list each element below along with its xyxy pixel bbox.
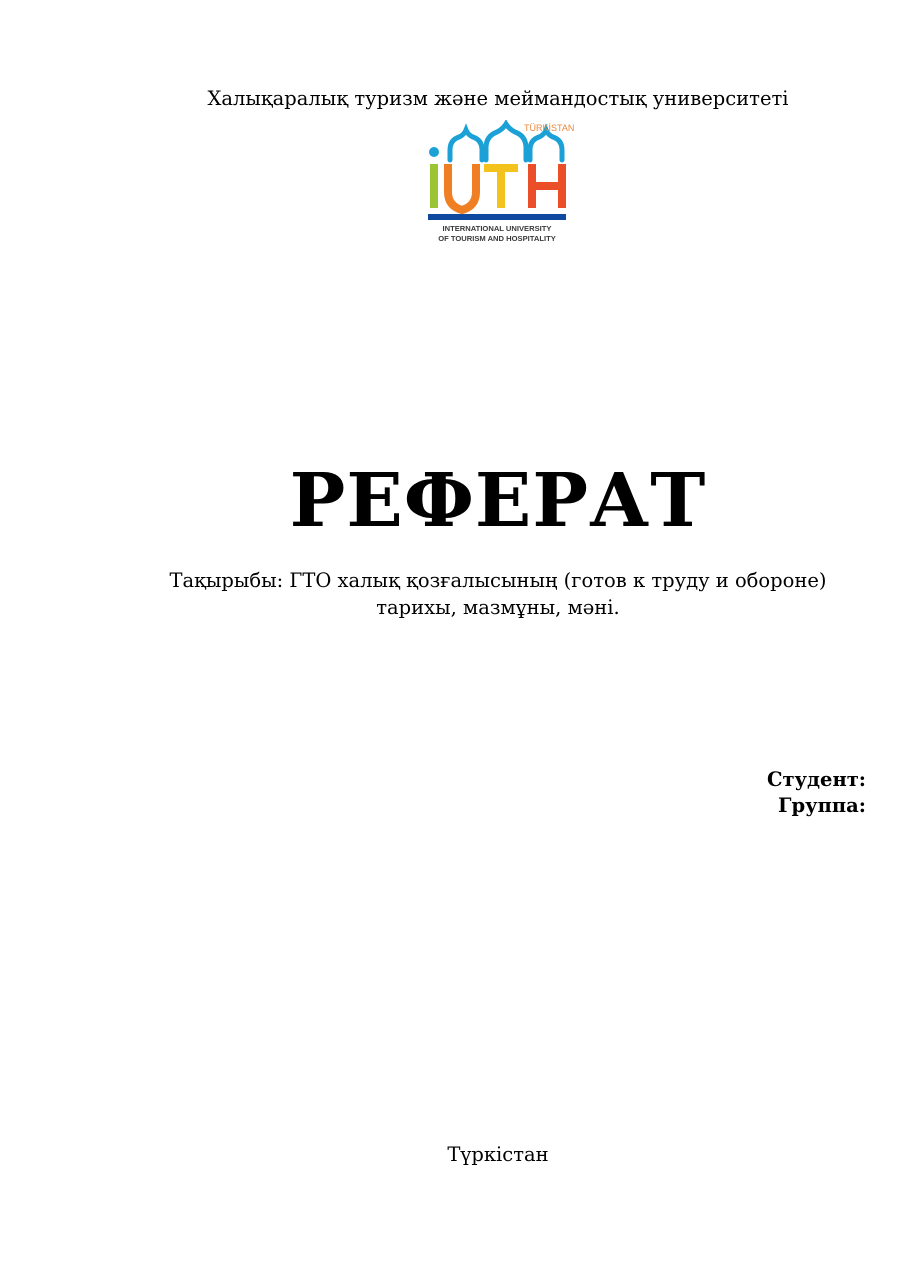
topic-block [100,567,896,621]
university-logo [422,120,592,248]
logo-letter-h-cross [528,182,566,190]
student-info [767,767,866,819]
university-name: Халықаралық туризм және меймандостық университеті [207,87,789,110]
dot-icon [429,147,439,157]
logo-letter-i [430,164,438,208]
logo-top-text: TÜRKİSTAN [524,123,575,133]
city-name: Түркістан [447,1143,549,1166]
student-label: Студент: [766,768,866,791]
logo-letter-u [448,164,476,210]
topic-line-2: тарихы, мазмұны, мәні. [376,596,620,619]
group-label: Группа: [778,794,866,817]
logo-bar [428,214,566,220]
logo-letter-t-stem [497,164,505,208]
document-title: РЕФЕРАТ [289,458,707,544]
logo-caption-line1: INTERNATIONAL UNIVERSITY [442,224,552,233]
logo-caption-line2: OF TOURISM AND HOSPITALITY [438,234,556,243]
topic-line-1: Тақырыбы: ГТО халық қозғалысының (готов к труду и обороне) [169,569,827,592]
